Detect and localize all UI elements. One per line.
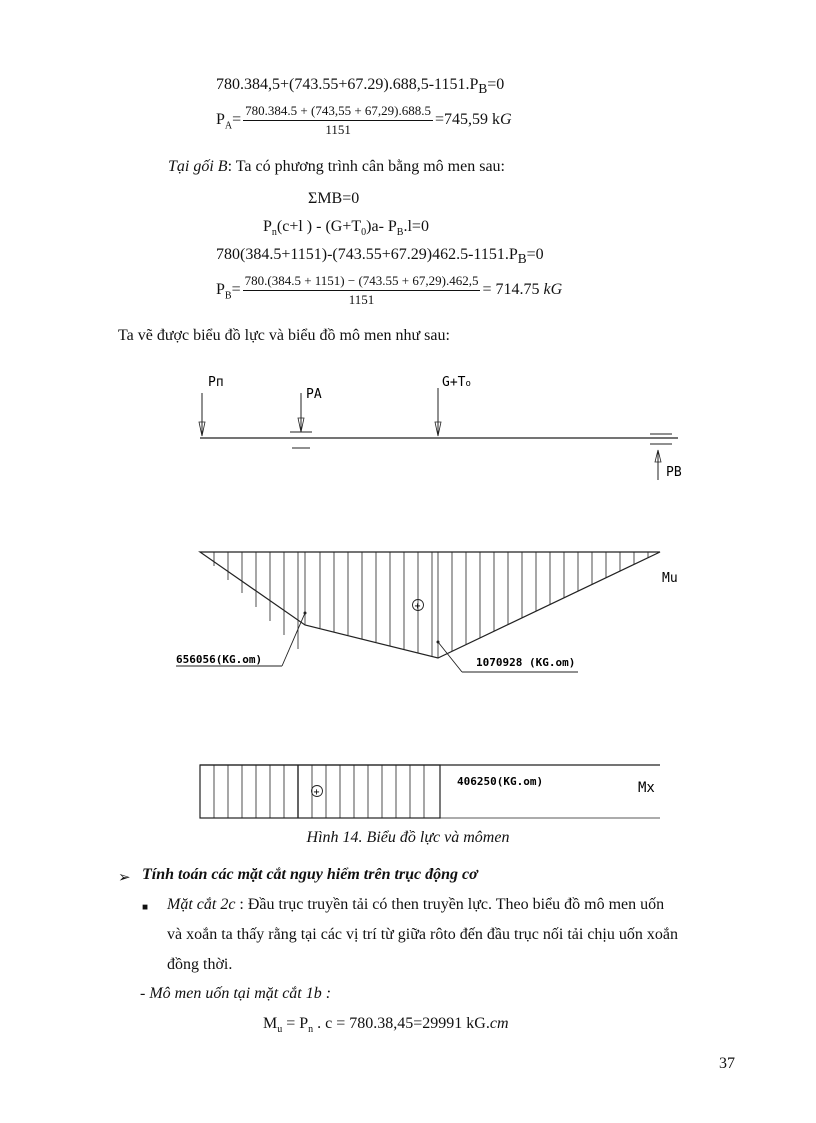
- force-moment-diagram: [0, 360, 816, 830]
- force-pa-label: PA: [306, 387, 322, 402]
- mx-label: Mx: [638, 780, 655, 796]
- section-heading: Tính toán các mặt cắt nguy hiểm trên trục động cơ: [142, 866, 478, 883]
- bending-moment-equation: $M_u = P_n$ . c = 780.38,45=29991 kG.cm: [263, 1015, 509, 1036]
- figure-caption: Hình 14. Biểu đồ lực và mômen: [306, 829, 510, 846]
- square-bullet-icon: ■: [142, 902, 149, 913]
- equation-pa: $P_A=$ $\frac{780.384.5 + (743,55 + 67,29).688.5}{1151}$ =745,59 kG: [216, 103, 512, 137]
- section-cut-paragraph-line-3: đồng thời.: [167, 956, 233, 973]
- mx-plus-sign: +: [313, 787, 320, 798]
- force-pn-arrow: [199, 393, 205, 436]
- sum-mb-equation: ΣMB=0: [308, 190, 360, 207]
- mu-label: Mu: [662, 571, 678, 586]
- force-g-label: G+To: [442, 375, 471, 390]
- force-pn-label: Pп: [208, 375, 224, 390]
- support-b-intro: Tại gối B: Ta có phương trình cân bằng mô men sau:: [168, 158, 505, 175]
- torsion-moment-diagram: [200, 765, 660, 818]
- force-pb-label: PB: [666, 465, 682, 480]
- equation-moment-b: $780(384.5+1151)-(743.55+67.29)462.5-1151.P_B=0$: [216, 246, 544, 267]
- bending-moment-heading: - Mô men uốn tại mặt cắt 1b :: [140, 985, 332, 1002]
- mu-plus-sign: +: [414, 601, 421, 612]
- equation-moment-a: $780.384,5+(743.55+67.29).688,5-1151.P_B=0$: [216, 76, 505, 97]
- section-cut-paragraph-line-1: Mặt cắt 2c : Đầu trục truyền tải có then truyền lực. Theo biểu đồ mô men uốn: [167, 896, 665, 913]
- mx-value: 406250(KG.om): [457, 775, 544, 788]
- section-cut-paragraph-line-2: và xoắn ta thấy rằng tại các vị trí từ giữa rôto đến đầu trục nối tải chịu uốn xoắn: [167, 926, 678, 943]
- force-g-arrow: [435, 388, 441, 436]
- equation-pb: $P_B=$ $\frac{780.(384.5 + 1151) - (743.55 + 67,29).462,5}{1151}$ = 714.75 kG: [216, 273, 563, 307]
- diagram-intro: Ta vẽ được biểu đồ lực và biểu đồ mô men như sau:: [118, 327, 450, 344]
- page-number: 37: [719, 1055, 735, 1072]
- mu-value-right: 1070928 (KG.om): [476, 656, 576, 669]
- arrow-bullet-icon: ➢: [118, 870, 131, 886]
- equation-pn: $P_n(c+l$ ) - $(G+T_0)a-$ $P_B.l=0$: [263, 218, 429, 239]
- mu-value-left: 656056(KG.om): [176, 653, 263, 666]
